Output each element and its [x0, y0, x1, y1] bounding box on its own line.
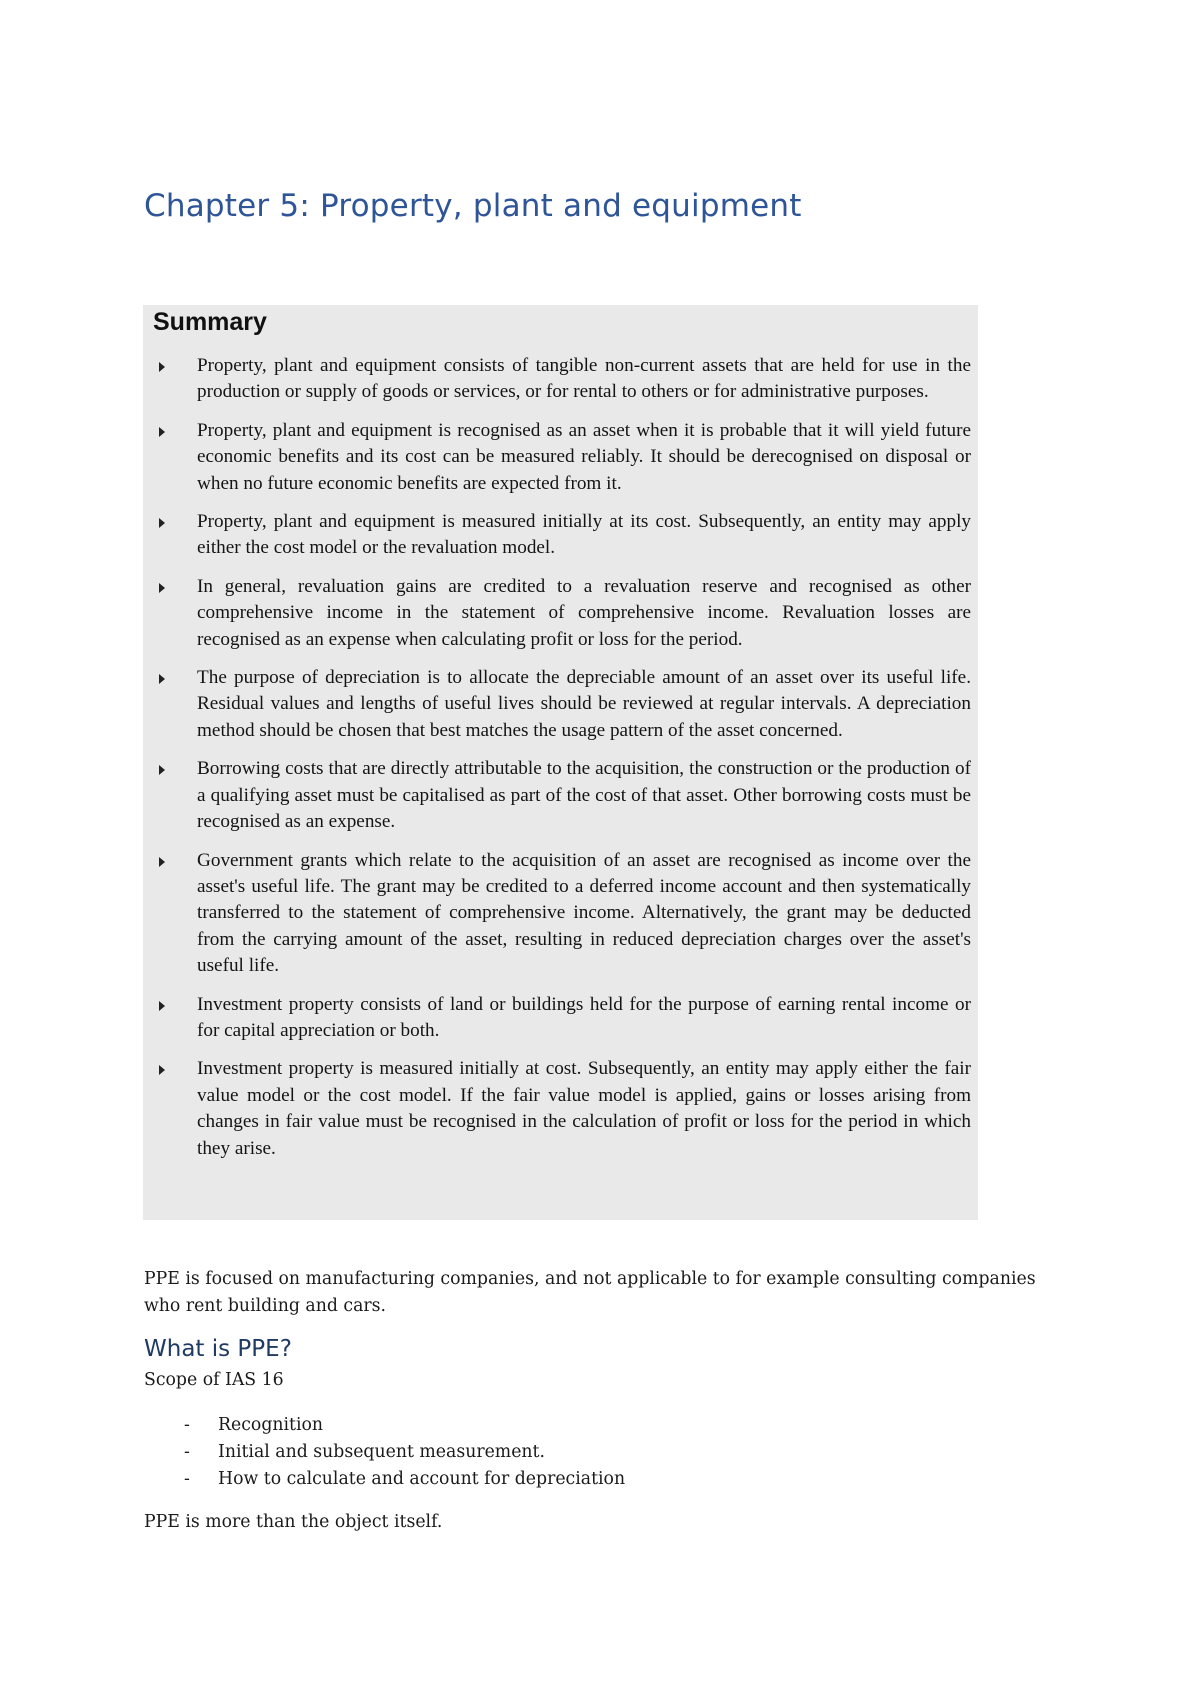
summary-item-text: Investment property consists of land or buildings held for the purpose of earning rental income or for capital appreciation or both.	[197, 993, 971, 1041]
summary-item	[143, 756, 978, 835]
summary-item	[143, 992, 978, 1045]
summary-item-text: Government grants which relate to the acquisition of an asset are recognised as income over the asset's useful life. The grant may be credited to a deferred income account and then systematically transferred to the statement of comprehensive income. Alternatively, the grant may be deducted from the carrying amount of the asset, resulting in reduced depreciation charges over the asset's useful life.	[197, 849, 971, 977]
scope-list-item	[144, 1439, 625, 1466]
summary-item	[143, 665, 978, 744]
triangle-bullet-icon	[159, 583, 165, 593]
triangle-bullet-icon	[159, 765, 165, 775]
summary-item	[143, 574, 978, 653]
triangle-bullet-icon	[159, 427, 165, 437]
summary-item-text: Property, plant and equipment is measured initially at its cost. Subsequently, an entity may apply either the cost model or the revaluation model.	[197, 511, 971, 559]
summary-item	[143, 418, 978, 497]
summary-item-text: In general, revaluation gains are credited to a revaluation reserve and recognised as other comprehensive income in the statement of comprehensive income. Revaluation losses are recognised as an expense when calculating profit or loss for the period.	[197, 575, 971, 650]
dash-bullet: -	[184, 1415, 190, 1435]
triangle-bullet-icon	[159, 857, 165, 867]
section-heading: What is PPE?	[144, 1336, 292, 1362]
closing-paragraph: PPE is more than the object itself.	[144, 1512, 443, 1532]
summary-list	[143, 353, 978, 1174]
summary-item-text: The purpose of depreciation is to allocate the depreciable amount of an asset over its useful life. Residual values and lengths of useful lives should be reviewed at regular intervals. A depreciation method should be chosen that best matches the usage pattern of the asset concerned.	[197, 667, 971, 741]
scope-list-item	[144, 1466, 625, 1493]
chapter-title: Chapter 5: Property, plant and equipment	[144, 188, 802, 224]
summary-item	[143, 848, 978, 980]
scope-item-text: How to calculate and account for depreciation	[218, 1469, 626, 1489]
summary-heading: Summary	[153, 308, 267, 336]
summary-item	[143, 1056, 978, 1162]
summary-item-text: Borrowing costs that are directly attributable to the acquisition, the construction or the production of a qualifying asset must be capitalised as part of the cost of that asset. Other borrowing costs must be recognised as an expense.	[197, 758, 971, 833]
summary-item-text: Property, plant and equipment consists of tangible non-current assets that are held for use in the production or supply of goods or services, or for rental to others or for administrative purposes.	[197, 355, 971, 403]
summary-item-text: Investment property is measured initially at cost. Subsequently, an entity may apply either the fair value model or the cost model. If the fair value model is applied, gains or losses arising from changes in fair value must be recognised in the calculation of profit or loss for the period in which they arise.	[197, 1058, 971, 1159]
summary-item-text: Property, plant and equipment is recognised as an asset when it is probable that it will yield future economic benefits and its cost can be measured reliably. It should be derecognised on disposal or when no future economic benefits are expected from it.	[197, 419, 971, 494]
scope-list	[144, 1412, 625, 1493]
scope-label: Scope of IAS 16	[144, 1370, 284, 1390]
triangle-bullet-icon	[159, 674, 165, 684]
summary-box	[143, 305, 978, 1220]
scope-list-item	[144, 1412, 625, 1439]
intro-paragraph: PPE is focused on manufacturing companies, and not applicable to for example consulting companies who rent building and cars.	[144, 1269, 1036, 1316]
triangle-bullet-icon	[159, 518, 165, 528]
dash-bullet: -	[184, 1469, 190, 1489]
summary-item	[143, 509, 978, 562]
dash-bullet: -	[184, 1442, 190, 1462]
triangle-bullet-icon	[159, 362, 165, 372]
scope-item-text: Recognition	[218, 1415, 324, 1435]
triangle-bullet-icon	[159, 1001, 165, 1011]
scope-item-text: Initial and subsequent measurement.	[218, 1442, 545, 1462]
triangle-bullet-icon	[159, 1065, 165, 1075]
summary-item	[143, 353, 978, 406]
